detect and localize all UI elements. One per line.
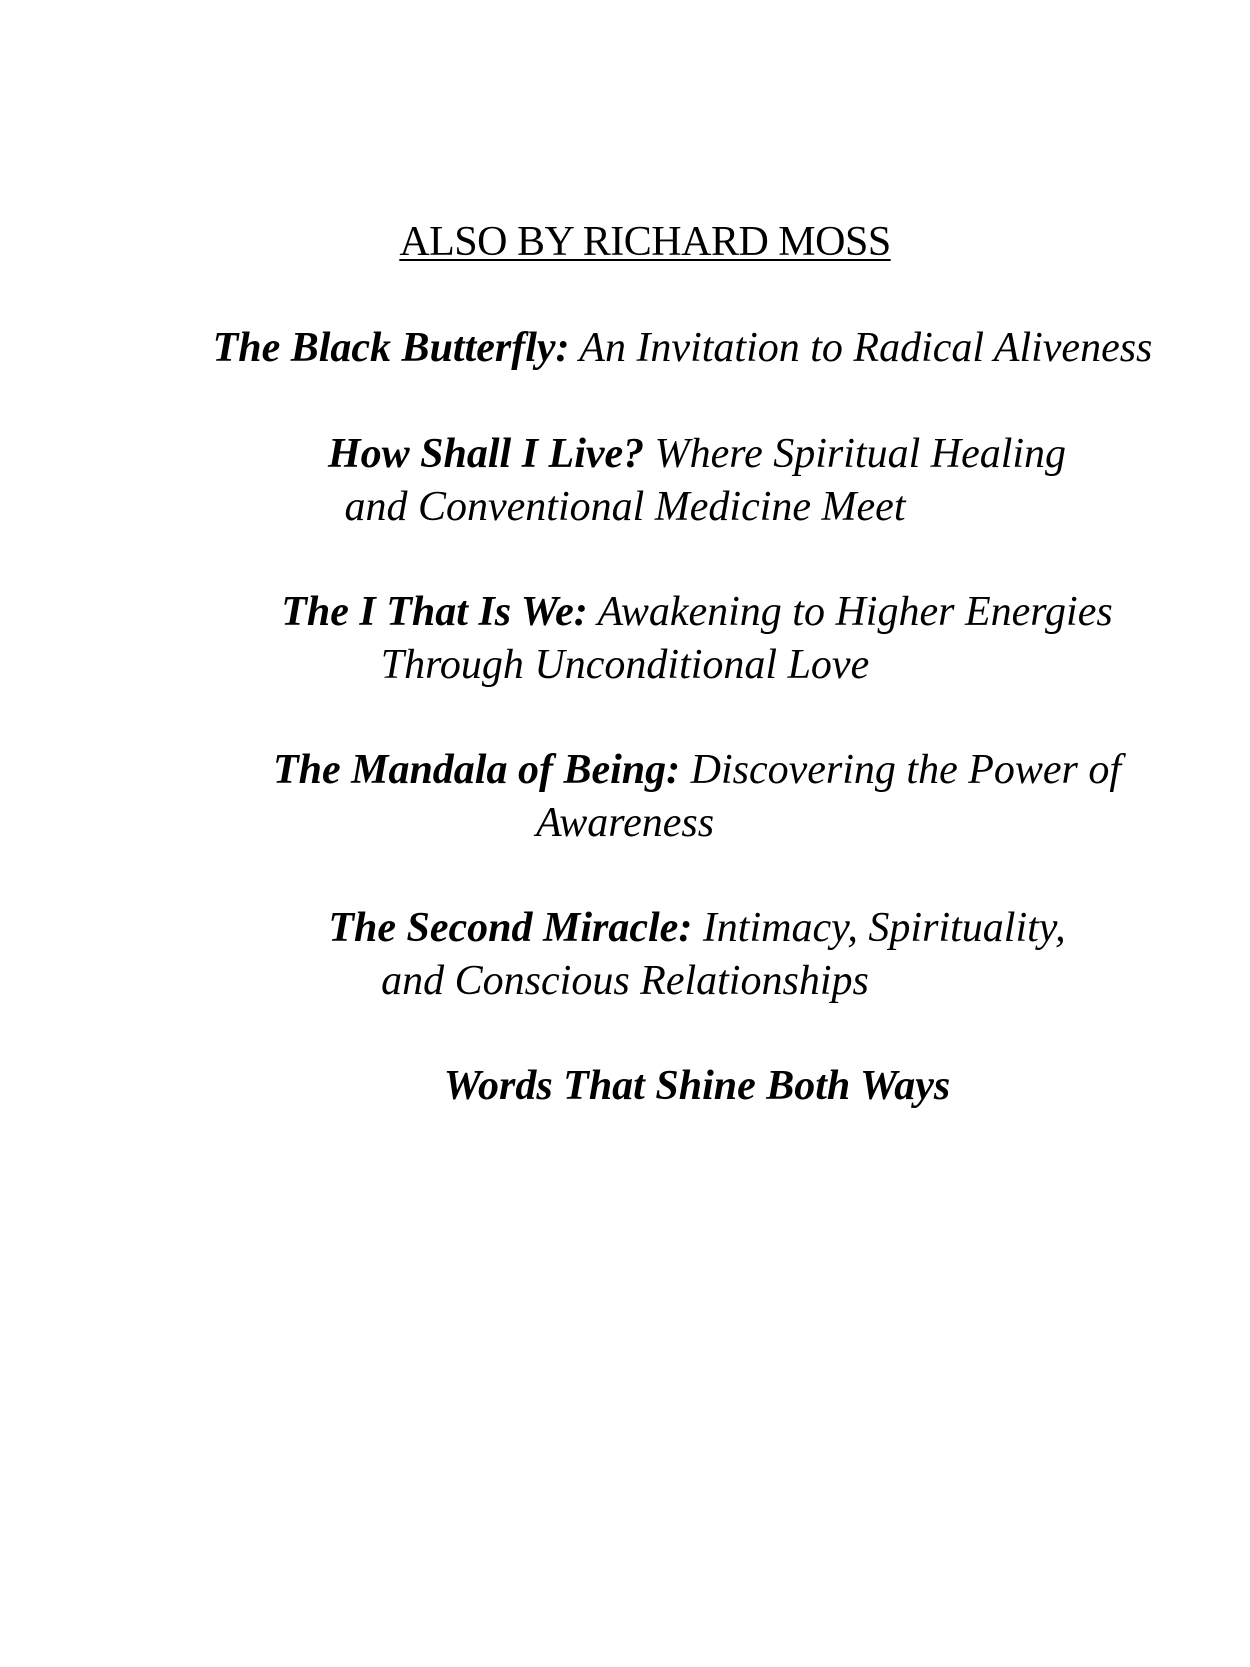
book-line — [72, 744, 1250, 797]
book-title: Words That Shine Both Ways — [443, 1063, 951, 1109]
book-title: The Second Miracle: — [328, 905, 693, 951]
book-subtitle: Intimacy, Spirituality, — [692, 905, 1066, 951]
book-title: The Black Butterfly: — [212, 325, 570, 371]
book-subtitle-continued: Through Unconditional Love — [380, 642, 870, 688]
book-subtitle-continued: and Conscious Relationships — [381, 958, 869, 1004]
book-entry-second-miracle — [0, 902, 1250, 1008]
book-line — [72, 586, 1250, 639]
book-title: How Shall I Live? — [327, 431, 645, 477]
book-line — [72, 428, 1250, 481]
book-subtitle: Awakening to Higher Energies — [587, 589, 1113, 635]
book-entry-i-that-is-we — [0, 586, 1250, 692]
book-title: The I That Is We: — [281, 589, 588, 635]
book-subtitle: An Invitation to Radical Aliveness — [569, 325, 1153, 371]
page-heading: ALSO BY RICHARD MOSS — [399, 219, 891, 265]
book-entry-mandala-of-being — [0, 744, 1250, 850]
book-entry-how-shall-i-live — [0, 428, 1250, 534]
book-subtitle-continued: and Conventional Medicine Meet — [344, 484, 906, 530]
book-entry-black-butterfly — [0, 322, 1250, 375]
book-line — [115, 322, 1250, 375]
book-subtitle: Where Spiritual Healing — [644, 431, 1067, 477]
book-line — [72, 1060, 1250, 1113]
book-title: The Mandala of Being: — [272, 747, 681, 793]
book-entry-words-that-shine — [0, 1060, 1250, 1113]
book-subtitle: Discovering the Power of — [680, 747, 1122, 793]
book-line — [72, 902, 1250, 955]
book-subtitle-continued: Awareness — [535, 800, 715, 846]
